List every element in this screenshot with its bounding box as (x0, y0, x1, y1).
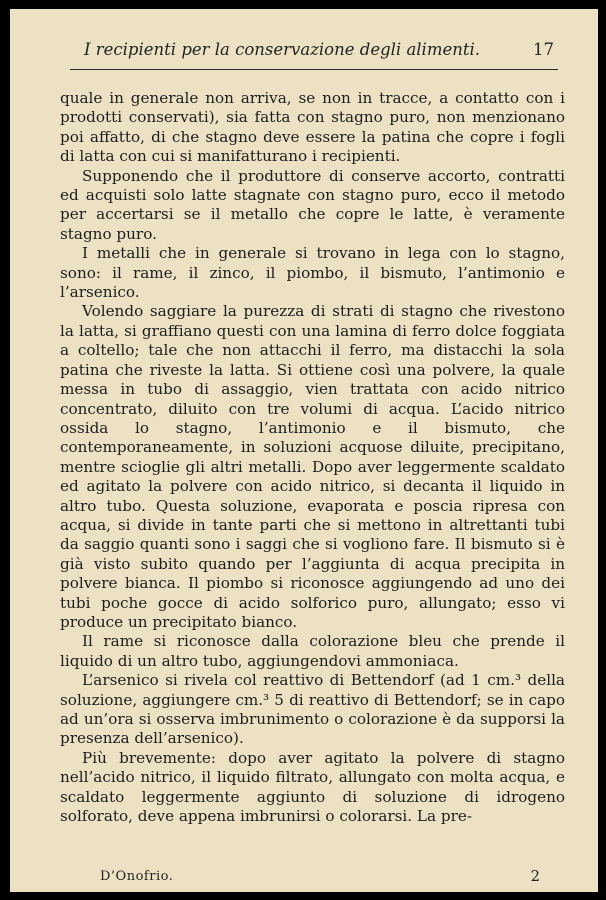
running-title: I recipienti per la conservazione degli alimenti. (84, 40, 481, 59)
paragraph: Più brevemente: dopo aver agitato la polvere di stagno nell’acido nitrico, il liquido filtrato, allungato con molta acqua, e scaldato leggermente aggiunto di soluzione di idrogeno solforato, deve appena imbrunirsi o colorarsi. La pre- (60, 748, 565, 826)
book-page (10, 9, 598, 892)
signature-mark: D’Onofrio. (100, 869, 174, 884)
paragraph: L’arsenico si rivela col reattivo di Bettendorf (ad 1 cm.³ della soluzione, aggiungere cm.³ 5 di reattivo di Bettendorf; se in capo ad un’ora si osserva imbrunimento o colorazione è da supporsi la presenza dell’arsenico). (60, 671, 565, 748)
running-header (84, 40, 558, 66)
body-text (60, 89, 565, 826)
signature-number: 2 (530, 867, 540, 885)
paragraph: Il rame si riconosce dalla colorazione bleu che prende il liquido di un altro tubo, aggiungendovi ammoniaca. (60, 632, 565, 670)
paragraph: I metalli che in generale si trovano in lega con lo stagno, sono: il rame, il zinco, il piombo, il bismuto, l’antimonio e l’arsenico. (60, 244, 565, 302)
paragraph: quale in generale non arriva, se non in tracce, a contatto con i prodotti conservati), sia fatta con stagno puro, non menzionano poi affatto, di che stagno deve essere la patina che copre i fogli di latta con cui si manifatturano i recipienti. (60, 89, 565, 166)
page-number: 17 (533, 40, 554, 59)
page-footer (100, 869, 540, 889)
paragraph: Volendo saggiare la purezza di strati di stagno che rivestono la latta, si graffiano questi con una lamina di ferro dolce foggiata a coltello; tale che non attacchi il ferro, ma distacchi la sola patina che riveste la latta. Si ottiene così una polvere, la quale messa in tubo di assaggio, vien trattata con acido nitrico concentrato, diluito con tre volumi di acqua. L’acido nitrico ossida lo stagno, l’antimonio e il bismuto, che contemporaneamente, in soluzioni acquose diluite, precipitano, mentre scioglie gli altri metalli. Dopo aver leggermente scaldato ed agitato la polvere con acido nitrico, si decanta il liquido in altro tubo. Questa soluzione, evaporata e poscia ripresa con acqua, si divide in tante parti che si mettono in altrettanti tubi da saggio quanti sono i saggi che si vogliono fare. Il bismuto si è già visto subito quando per l’aggiunta di acqua precipita in polvere bianca. Il piombo si riconosce aggiungendo ad uno dei tubi poche gocce di acido solforico puro, allungato; esso vi produce un precipitato bianco. (60, 302, 565, 631)
paragraph: Supponendo che il produttore di conserve accorto, contratti ed acquisti solo latte stagnate con stagno puro, ecco il metodo per accertarsi se il metallo che copre le latte, è veramente stagno puro. (60, 166, 565, 243)
header-rule (70, 69, 558, 70)
